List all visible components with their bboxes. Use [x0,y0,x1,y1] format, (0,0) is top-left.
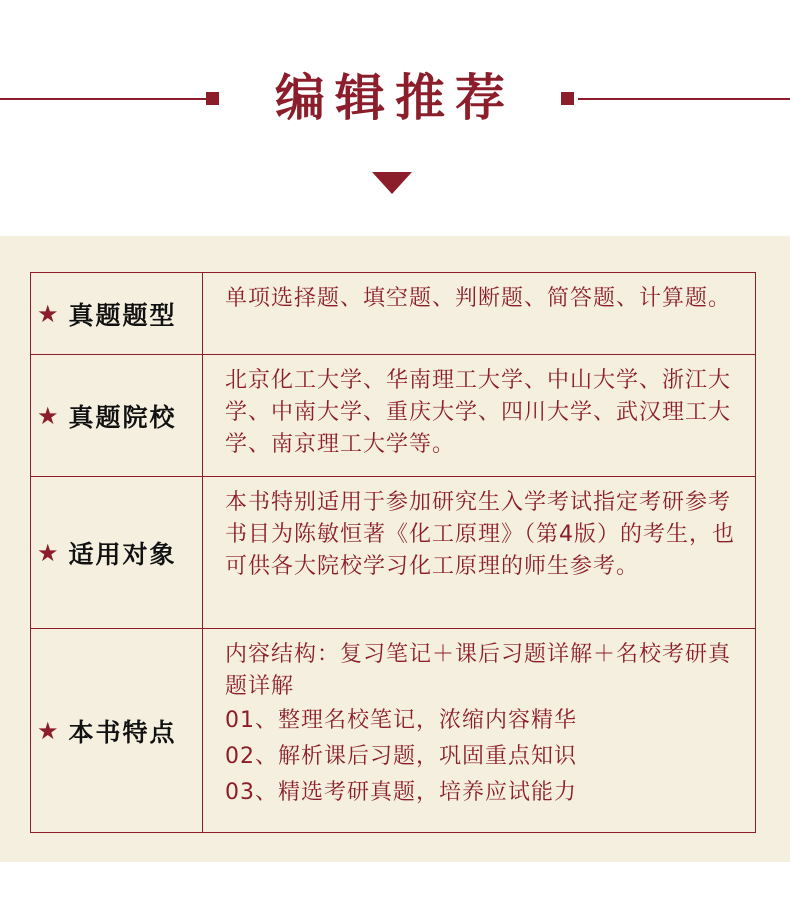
star-icon: ★ [37,716,61,745]
star-icon: ★ [37,401,61,430]
row-label-text: 真题院校 [68,402,177,432]
feature-item: 02、解析课后习题，巩固重点知识 [225,744,577,769]
star-icon: ★ [37,538,61,567]
row-label [31,273,203,354]
row-label-text: 适用对象 [68,539,177,569]
table-row [31,629,755,833]
row-label [31,629,203,832]
triangle-down-icon [372,172,412,194]
page-title: 编辑推荐 [275,69,515,127]
row-content [203,477,755,628]
row-content-text: 北京化工大学、华南理工大学、中山大学、浙江大学、中南大学、重庆大学、四川大学、武汉理工大学、南京理工大学等。 [225,368,732,457]
row-content [203,355,755,476]
star-icon: ★ [37,299,61,328]
row-content-text: 本书特别适用于参加研究生入学考试指定考研参考书目为陈敏恒著《化工原理》（第4版）的考生，也可供各大院校学习化工原理的师生参考。 [225,490,735,579]
recommendation-table [30,272,756,833]
row-label [31,355,203,476]
right-rule [578,98,790,100]
row-label [31,477,203,628]
table-row [31,477,755,629]
right-square-ornament [561,92,574,105]
table-row [31,273,755,355]
row-label-text: 真题题型 [68,300,177,330]
feature-item: 01、整理名校笔记，浓缩内容精华 [225,708,577,733]
row-content-text: 内容结构：复习笔记＋课后习题详解＋名校考研真题详解 [225,642,732,699]
table-row [31,355,755,477]
row-content-text: 单项选择题、填空题、判断题、简答题、计算题。 [225,286,732,311]
recommendation-panel [0,236,790,862]
row-content [203,273,755,354]
header [0,0,790,236]
row-label-text: 本书特点 [68,717,177,747]
feature-item: 03、精选考研真题，培养应试能力 [225,780,577,805]
row-content [203,629,755,832]
